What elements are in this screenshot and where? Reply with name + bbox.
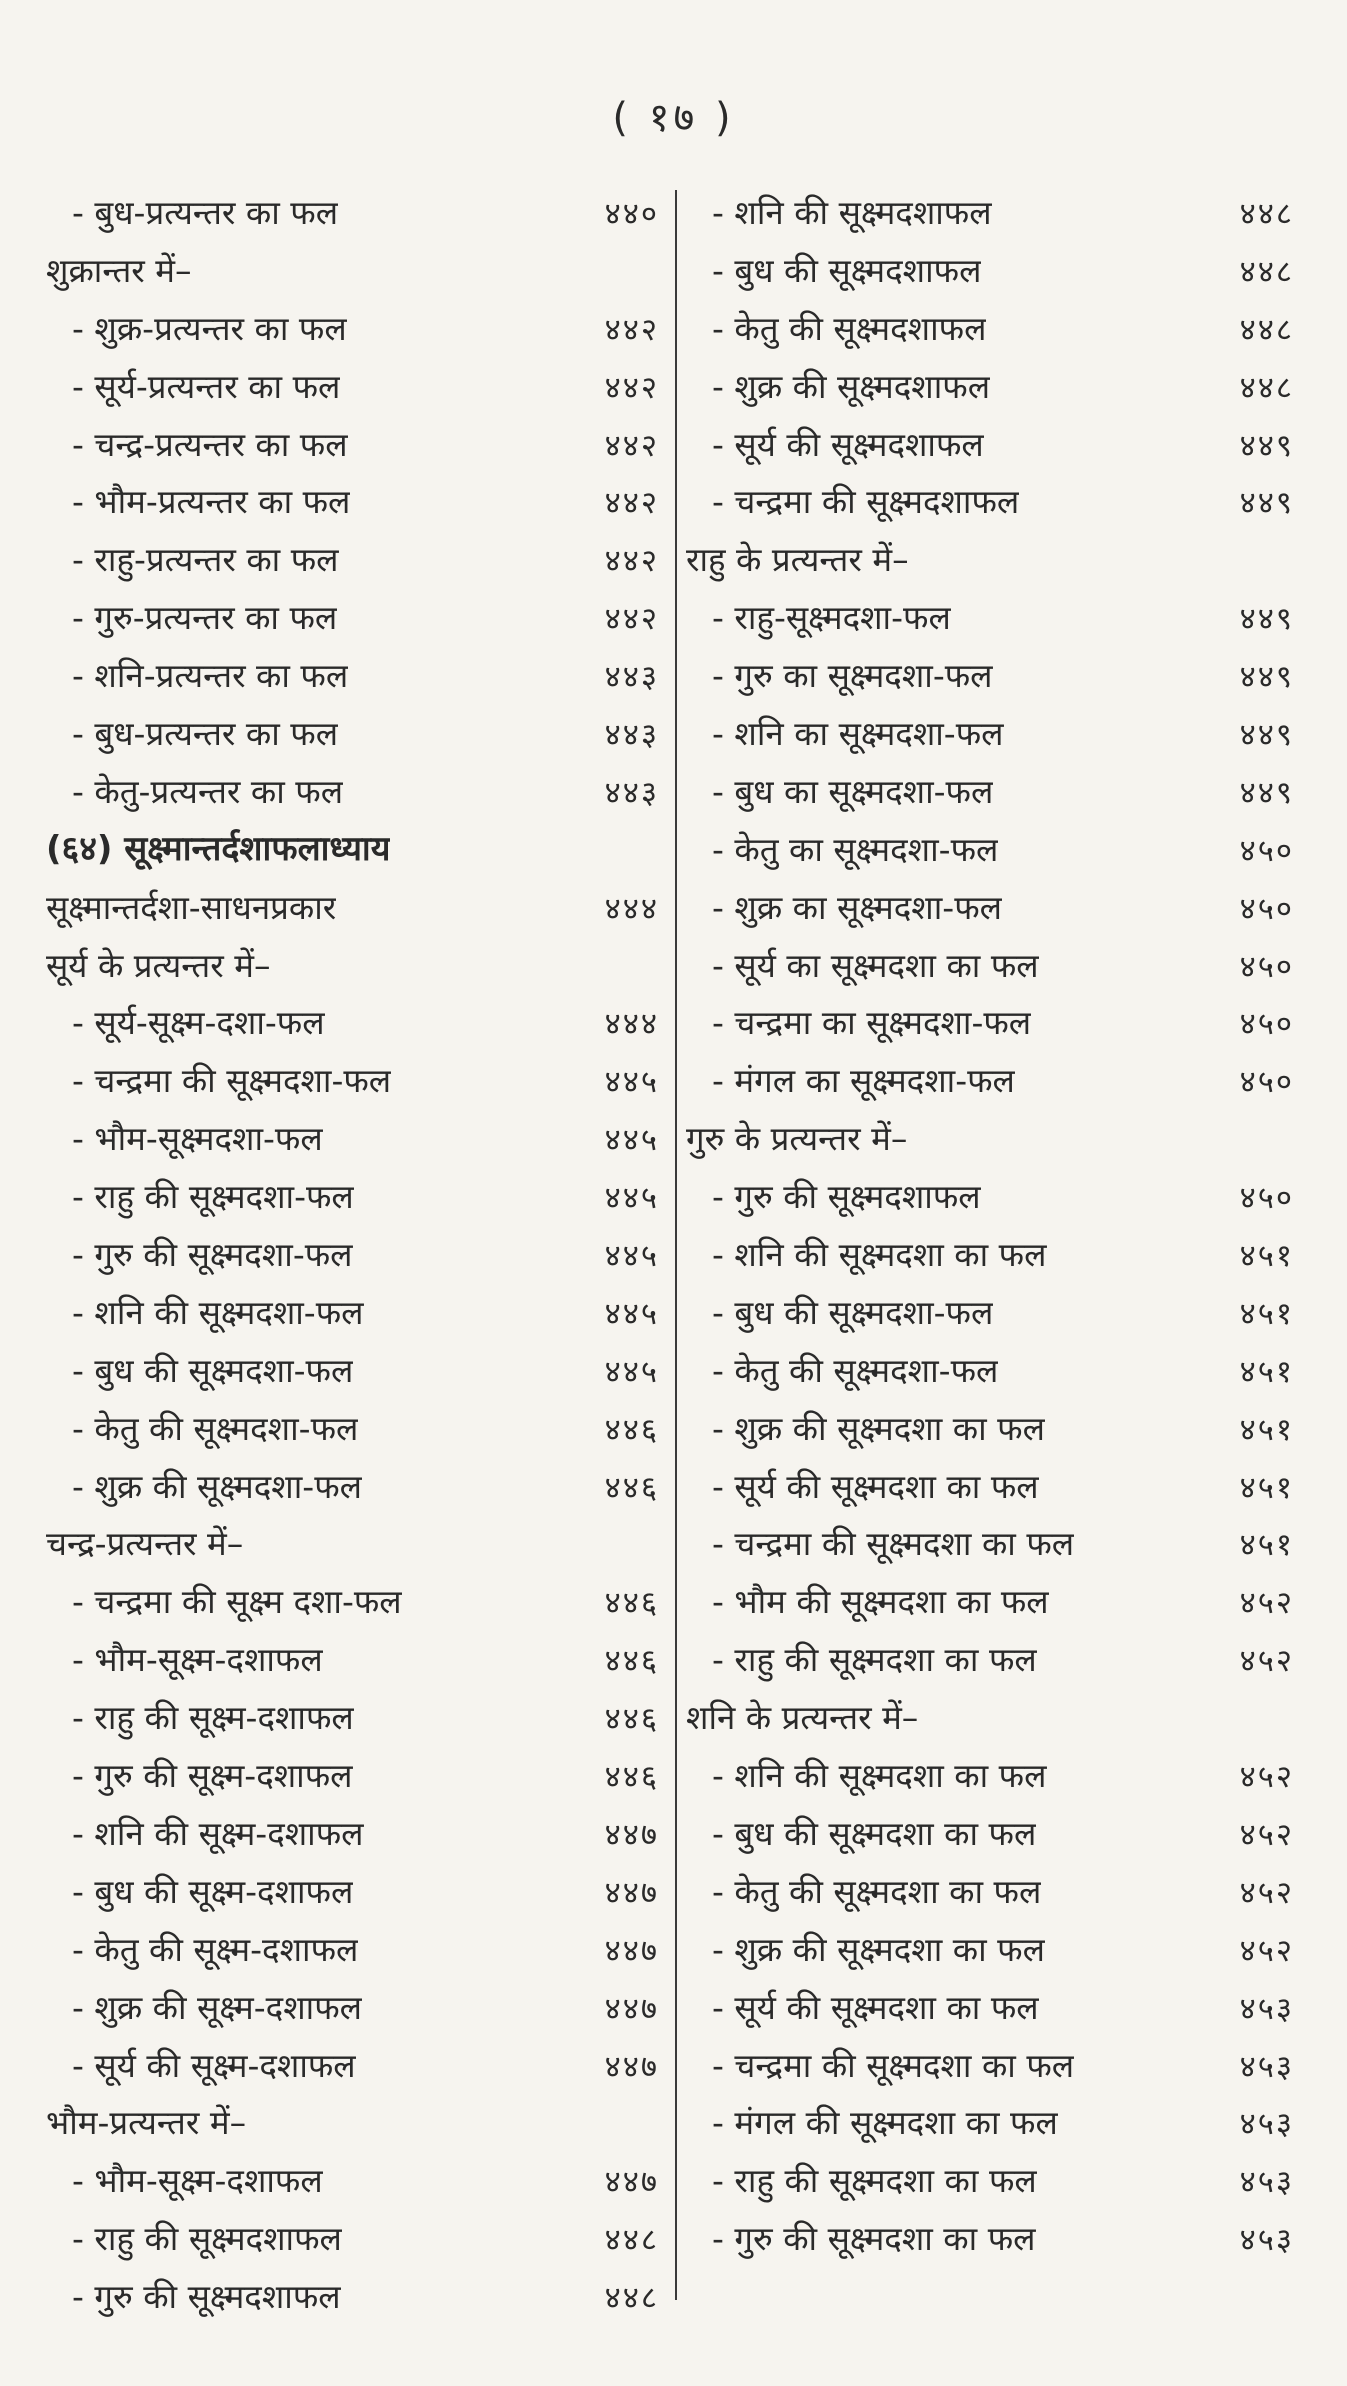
toc-entry <box>686 2152 1296 2210</box>
toc-entry <box>686 242 1296 300</box>
toc-entry <box>686 1863 1296 1921</box>
toc-entry <box>46 1689 661 1747</box>
toc-page-number: ४४७ <box>604 1874 659 1911</box>
toc-page-number: ४५१ <box>1239 1295 1294 1332</box>
toc-page-number: ४४० <box>604 196 659 232</box>
toc-page-number: ४५१ <box>1239 1411 1294 1448</box>
toc-entry <box>686 1400 1296 1458</box>
toc-entry-title: - केतु की सूक्ष्मदशा-फल <box>72 1408 359 1448</box>
toc-page-number: ४४८ <box>604 2222 659 2259</box>
toc-entry-title: - गुरु की सूक्ष्मदशाफल <box>712 1177 981 1217</box>
toc-page-number: ४४५ <box>604 1122 659 1159</box>
toc-entry <box>46 2037 661 2095</box>
toc-page-number: ४४९ <box>1239 717 1294 754</box>
toc-entry-title: - शनि की सूक्ष्मदशाफल <box>712 193 992 232</box>
toc-entry-title: - बुध की सूक्ष्मदशाफल <box>712 250 982 290</box>
toc-entry <box>46 473 661 531</box>
toc-entry <box>686 1631 1296 1689</box>
toc-entry <box>46 1863 661 1921</box>
toc-entry-title: - भौम-सूक्ष्मदशा-फल <box>72 1119 323 1159</box>
toc-entry-title: - राहु-सूक्ष्मदशा-फल <box>712 598 951 638</box>
toc-entry <box>46 1921 661 1979</box>
toc-page-number: ४५३ <box>1239 2164 1294 2201</box>
toc-page-number: ४५२ <box>1239 1585 1294 1622</box>
toc-entry <box>46 1110 661 1168</box>
toc-page-number: ४४२ <box>604 427 659 464</box>
toc-entry-title: - केतु की सूक्ष्मदशा का फल <box>712 1871 1042 1911</box>
toc-page-number: ४४९ <box>1239 485 1294 522</box>
toc-entry <box>46 416 661 474</box>
toc-entry-title: - बुध की सूक्ष्मदशा का फल <box>712 1813 1037 1853</box>
section-heading <box>46 879 661 937</box>
toc-entry <box>686 2210 1296 2268</box>
toc-page-number: ४४३ <box>604 717 659 754</box>
toc-entry <box>46 1342 661 1400</box>
toc-entry-title: - चन्द्रमा की सूक्ष्म दशा-फल <box>72 1582 402 1622</box>
toc-entry-title: - राहु की सूक्ष्मदशा-फल <box>72 1177 354 1217</box>
toc-entry <box>686 589 1296 647</box>
toc-page-number: ४४७ <box>604 2164 659 2201</box>
toc-page-number: ४५३ <box>1239 2048 1294 2085</box>
toc-page-number: ४४६ <box>604 1585 659 1622</box>
toc-page-number: ४४२ <box>604 601 659 638</box>
toc-entry-title: - बुध का सूक्ष्मदशा-फल <box>712 771 994 811</box>
toc-entry-title: - शनि की सूक्ष्म-दशाफल <box>72 1813 364 1853</box>
toc-entry <box>686 1052 1296 1110</box>
toc-entry <box>46 994 661 1052</box>
toc-entry-title: - शुक्र की सूक्ष्म-दशाफल <box>72 1987 363 2027</box>
toc-entry <box>46 2210 661 2268</box>
toc-page-number: ४४८ <box>1239 311 1294 348</box>
toc-entry-title: - राहु की सूक्ष्म-दशाफल <box>72 1698 354 1738</box>
toc-entry-title: शनि के प्रत्यन्तर में– <box>686 1698 919 1738</box>
toc-entry-title: राहु के प्रत्यन्तर में– <box>686 540 909 580</box>
toc-entry-title: - शनि का सूक्ष्मदशा-फल <box>712 714 1004 754</box>
toc-entry <box>686 1168 1296 1226</box>
toc-page-number: ४४९ <box>1239 659 1294 696</box>
toc-page-number: ४४६ <box>604 1701 659 1738</box>
toc-page-number: ४४५ <box>604 1238 659 1275</box>
section-heading <box>46 937 661 995</box>
toc-entry-title: (६४) सूक्ष्मान्तर्दशाफलाध्याय <box>46 828 391 869</box>
toc-entry <box>46 2268 661 2326</box>
toc-page-number: ४४६ <box>604 1411 659 1448</box>
toc-page-number: ४५० <box>1239 1180 1294 1217</box>
toc-entry-title: - शुक्र का सूक्ष्मदशा-फल <box>712 887 1003 927</box>
toc-page-number: ४५० <box>1239 832 1294 869</box>
toc-entry-title: - चन्द्रमा की सूक्ष्मदशा का फल <box>712 2045 1075 2085</box>
toc-entry <box>46 2152 661 2210</box>
toc-entry <box>46 647 661 705</box>
toc-entry <box>686 1921 1296 1979</box>
toc-entry-title: शुक्रान्तर में– <box>46 250 192 290</box>
toc-page-number: ४४७ <box>604 1932 659 1969</box>
toc-page-number: ४५२ <box>1239 1816 1294 1853</box>
toc-entry <box>686 994 1296 1052</box>
section-heading <box>46 1515 661 1573</box>
toc-page-number: ४५० <box>1239 948 1294 985</box>
toc-entry <box>686 1573 1296 1631</box>
toc-entry-title: - गुरु-प्रत्यन्तर का फल <box>72 598 338 638</box>
toc-entry-title: - केतु की सूक्ष्मदशा-फल <box>712 1350 999 1390</box>
toc-entry <box>46 1400 661 1458</box>
toc-page-number: ४५२ <box>1239 1932 1294 1969</box>
toc-entry <box>46 763 661 821</box>
toc-entry-title: - राहु की सूक्ष्मदशा का फल <box>712 1640 1037 1680</box>
toc-entry-title: - चन्द्रमा की सूक्ष्मदशा का फल <box>712 1524 1075 1564</box>
toc-entry-title: - राहु की सूक्ष्मदशा का फल <box>712 2161 1037 2201</box>
toc-right-column <box>686 184 1296 2268</box>
toc-entry-title: - बुध-प्रत्यन्तर का फल <box>72 714 339 754</box>
toc-entry <box>46 1573 661 1631</box>
toc-page-number: ४५३ <box>1239 1990 1294 2027</box>
toc-entry <box>686 763 1296 821</box>
toc-entry <box>46 1805 661 1863</box>
toc-page-number: ४४९ <box>1239 427 1294 464</box>
toc-page-number: ४४२ <box>604 369 659 406</box>
toc-page-number: ४४२ <box>604 543 659 580</box>
chapter-heading <box>46 821 661 879</box>
toc-entry-title: - चन्द्रमा का सूक्ष्मदशा-फल <box>712 1003 1032 1043</box>
toc-entry <box>686 2094 1296 2152</box>
toc-entry <box>46 300 661 358</box>
toc-page-number: ४४३ <box>604 659 659 696</box>
toc-page-number: ४४२ <box>604 485 659 522</box>
toc-page-number: ४५२ <box>1239 1643 1294 1680</box>
toc-page-number: ४५० <box>1239 1064 1294 1101</box>
toc-entry <box>46 184 661 242</box>
toc-entry-title: - राहु की सूक्ष्मदशाफल <box>72 2219 342 2259</box>
toc-entry-title: - शुक्र की सूक्ष्मदशाफल <box>712 366 991 406</box>
toc-entry <box>686 1226 1296 1284</box>
toc-page-number: ४४९ <box>1239 774 1294 811</box>
toc-entry-title: सूर्य के प्रत्यन्तर में– <box>46 945 271 985</box>
toc-entry <box>46 1631 661 1689</box>
toc-entry <box>686 1805 1296 1863</box>
toc-entry-title: - केतु की सूक्ष्मदशाफल <box>712 308 987 348</box>
column-divider <box>675 190 677 2300</box>
toc-entry <box>46 1747 661 1805</box>
toc-entry-title: - राहु-प्रत्यन्तर का फल <box>72 540 339 580</box>
toc-entry-title: - मंगल की सूक्ष्मदशा का फल <box>712 2103 1058 2143</box>
toc-entry-title: - शनि-प्रत्यन्तर का फल <box>72 656 349 696</box>
toc-page-number: ४५२ <box>1239 1874 1294 1911</box>
toc-page-number: ४४९ <box>1239 601 1294 638</box>
toc-entry-title: - भौम-प्रत्यन्तर का फल <box>72 482 351 522</box>
toc-entry <box>686 1458 1296 1516</box>
toc-page-number: ४४३ <box>604 774 659 811</box>
toc-entry-title: - शुक्र की सूक्ष्मदशा-फल <box>72 1466 363 1506</box>
toc-entry-title: गुरु के प्रत्यन्तर में– <box>686 1119 908 1159</box>
toc-page-number: ४४२ <box>604 311 659 348</box>
toc-page-number: ४४४ <box>604 890 659 927</box>
toc-entry-title: चन्द्र-प्रत्यन्तर में– <box>46 1524 244 1564</box>
toc-entry <box>686 879 1296 937</box>
toc-entry <box>686 647 1296 705</box>
toc-entry-title: - शुक्र की सूक्ष्मदशा का फल <box>712 1929 1045 1969</box>
toc-entry-title: - चन्द्रमा की सूक्ष्मदशाफल <box>712 482 1020 522</box>
section-heading <box>46 2094 661 2152</box>
toc-entry <box>686 705 1296 763</box>
toc-entry-title: - बुध की सूक्ष्मदशा-फल <box>72 1350 354 1390</box>
toc-entry-title: - गुरु की सूक्ष्मदशाफल <box>72 2277 341 2317</box>
toc-page-number: ४५३ <box>1239 2222 1294 2259</box>
toc-entry-title: - भौम की सूक्ष्मदशा का फल <box>712 1582 1049 1622</box>
toc-entry-title: - सूर्य की सूक्ष्म-दशाफल <box>72 2045 356 2085</box>
toc-entry-title: - बुध की सूक्ष्मदशा-फल <box>712 1292 994 1332</box>
toc-page-number: ४४८ <box>1239 196 1294 232</box>
toc-entry-title: - भौम-सूक्ष्म-दशाफल <box>72 2161 323 2201</box>
toc-entry <box>46 1168 661 1226</box>
toc-entry-title: - चन्द्र-प्रत्यन्तर का फल <box>72 424 348 464</box>
toc-entry <box>686 1747 1296 1805</box>
toc-page-number: ४४५ <box>604 1064 659 1101</box>
toc-page-number: ४४५ <box>604 1295 659 1332</box>
toc-entry <box>686 1284 1296 1342</box>
toc-entry <box>46 705 661 763</box>
toc-entry-title: भौम-प्रत्यन्तर में– <box>46 2103 247 2143</box>
toc-page-number: ४५१ <box>1239 1353 1294 1390</box>
toc-page-number: ४४७ <box>604 2048 659 2085</box>
toc-entry <box>686 821 1296 879</box>
toc-entry-title: - सूर्य-प्रत्यन्तर का फल <box>72 366 341 406</box>
toc-entry-title: - केतु की सूक्ष्म-दशाफल <box>72 1929 359 1969</box>
toc-entry-title: सूक्ष्मान्तर्दशा-साधनप्रकार <box>46 887 337 927</box>
toc-entry <box>686 2037 1296 2095</box>
toc-page-number: ४५२ <box>1239 1759 1294 1796</box>
toc-entry <box>686 358 1296 416</box>
toc-entry <box>46 1226 661 1284</box>
toc-entry-title: - बुध-प्रत्यन्तर का फल <box>72 193 339 232</box>
toc-entry-title: - केतु का सूक्ष्मदशा-फल <box>712 829 999 869</box>
toc-page-number: ४४५ <box>604 1180 659 1217</box>
toc-entry-title: - शनि की सूक्ष्मदशा का फल <box>712 1756 1047 1796</box>
toc-entry-title: - केतु-प्रत्यन्तर का फल <box>72 771 344 811</box>
toc-entry <box>46 531 661 589</box>
toc-entry-title: - गुरु का सूक्ष्मदशा-फल <box>712 656 993 696</box>
section-heading <box>686 1110 1296 1168</box>
toc-page-number: ४५१ <box>1239 1469 1294 1506</box>
toc-entry <box>46 1458 661 1516</box>
toc-entry-title: - सूर्य का सूक्ष्मदशा का फल <box>712 945 1039 985</box>
toc-entry <box>686 1342 1296 1400</box>
toc-page-number: ४५० <box>1239 890 1294 927</box>
toc-entry-title: - गुरु की सूक्ष्म-दशाफल <box>72 1756 353 1796</box>
toc-left-column <box>46 184 661 2326</box>
toc-entry-title: - बुध की सूक्ष्म-दशाफल <box>72 1871 354 1911</box>
toc-page-number: ४४६ <box>604 1643 659 1680</box>
toc-page-number: ४४५ <box>604 1353 659 1390</box>
toc-page-number: ४५० <box>1239 1006 1294 1043</box>
toc-entry <box>686 416 1296 474</box>
toc-entry <box>46 589 661 647</box>
toc-entry <box>46 1284 661 1342</box>
toc-page-number: ४५१ <box>1239 1527 1294 1564</box>
toc-page-number: ४४७ <box>604 1990 659 2027</box>
toc-entry <box>686 300 1296 358</box>
toc-page-number: ४५३ <box>1239 2106 1294 2143</box>
toc-entry-title: - सूर्य की सूक्ष्मदशाफल <box>712 424 984 464</box>
toc-page-number: ४४७ <box>604 1816 659 1853</box>
toc-entry-title: - शुक्र-प्रत्यन्तर का फल <box>72 308 347 348</box>
toc-entry-title: - चन्द्रमा की सूक्ष्मदशा-फल <box>72 1061 392 1101</box>
toc-entry <box>686 184 1296 242</box>
toc-entry-title: - सूर्य की सूक्ष्मदशा का फल <box>712 1987 1039 2027</box>
toc-entry <box>686 937 1296 995</box>
toc-entry <box>686 473 1296 531</box>
toc-page-number: ४४६ <box>604 1759 659 1796</box>
toc-page-number: ४४८ <box>1239 369 1294 406</box>
page-number: ( १७ ) <box>612 95 735 141</box>
toc-entry <box>46 358 661 416</box>
toc-entry-title: - मंगल का सूक्ष्मदशा-फल <box>712 1061 1015 1101</box>
toc-page-number: ४४८ <box>604 2280 659 2317</box>
toc-page-number: ४४६ <box>604 1469 659 1506</box>
toc-entry <box>46 1979 661 2037</box>
toc-entry-title: - भौम-सूक्ष्म-दशाफल <box>72 1640 323 1680</box>
section-heading <box>686 531 1296 589</box>
toc-entry-title: - गुरु की सूक्ष्मदशा-फल <box>72 1235 353 1275</box>
toc-entry-title: - शनि की सूक्ष्मदशा का फल <box>712 1235 1047 1275</box>
toc-page-number: ४५१ <box>1239 1238 1294 1275</box>
toc-page-number: ४४४ <box>604 1006 659 1043</box>
toc-entry-title: - शुक्र की सूक्ष्मदशा का फल <box>712 1408 1045 1448</box>
toc-entry <box>686 1979 1296 2037</box>
toc-entry-title: - गुरु की सूक्ष्मदशा का फल <box>712 2219 1036 2259</box>
toc-entry <box>686 1515 1296 1573</box>
section-heading <box>686 1689 1296 1747</box>
toc-entry-title: - शनि की सूक्ष्मदशा-फल <box>72 1292 364 1332</box>
toc-entry-title: - सूर्य की सूक्ष्मदशा का फल <box>712 1466 1039 1506</box>
toc-entry <box>46 1052 661 1110</box>
section-heading <box>46 242 661 300</box>
toc-entry-title: - सूर्य-सूक्ष्म-दशा-फल <box>72 1003 325 1043</box>
toc-page-number: ४४८ <box>1239 253 1294 290</box>
